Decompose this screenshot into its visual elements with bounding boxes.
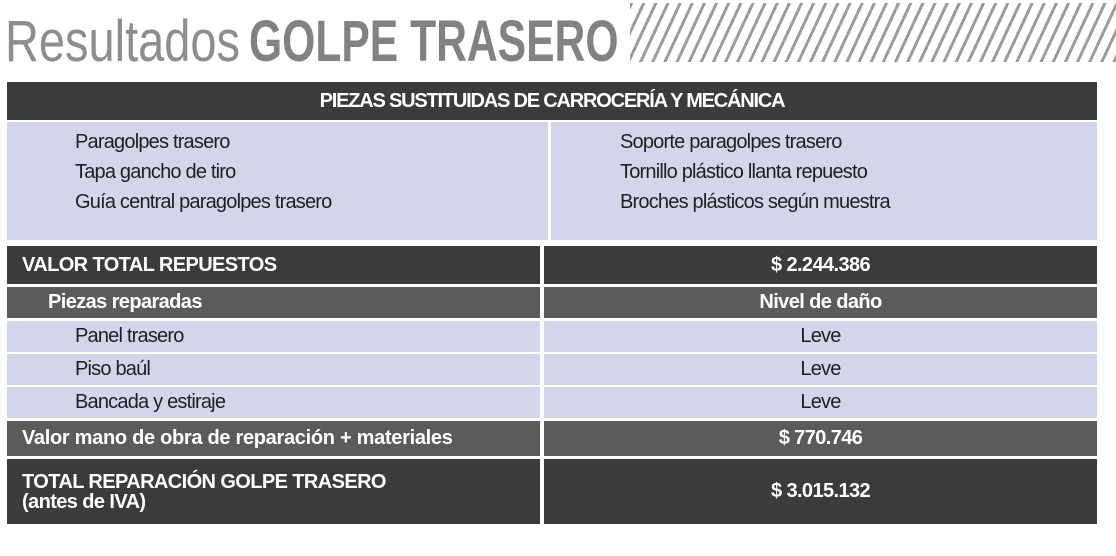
repaired-parts-header-row — [7, 287, 1097, 318]
replaced-parts-list-row — [7, 122, 1097, 240]
repaired-parts-col-level-label: Nivel de daño — [759, 291, 882, 313]
grand-total-note: (antes de IVA) — [22, 490, 146, 513]
damage-level: Leve — [800, 391, 841, 413]
parts-total-value-cell — [544, 246, 1097, 284]
list-item: Paragolpes trasero — [75, 131, 230, 153]
labor-row — [7, 421, 1097, 456]
list-item: Soporte paragolpes trasero — [620, 131, 842, 153]
list-item: Tapa gancho de tiro — [75, 161, 236, 183]
parts-total-value: $ 2.244.386 — [770, 253, 871, 276]
title-bold: GOLPE TRASERO — [249, 9, 619, 74]
labor-value: $ 770.746 — [778, 427, 863, 449]
repaired-parts-col-part-label: Piezas reparadas — [48, 291, 202, 313]
table-row — [7, 354, 1097, 385]
decorative-hatch — [630, 3, 1116, 62]
grand-total-row — [7, 459, 1097, 524]
grand-total-value: $ 3.015.132 — [770, 480, 871, 502]
labor-label: Valor mano de obra de reparación + materiales — [22, 427, 453, 449]
repaired-part-cell — [7, 321, 540, 352]
parts-total-row — [7, 246, 1097, 284]
grand-total-value-cell — [544, 459, 1097, 524]
replaced-parts-left-column — [7, 122, 548, 240]
grand-total-label-cell — [7, 459, 540, 524]
repaired-part-cell — [7, 387, 540, 418]
damage-level: Leve — [800, 325, 841, 347]
damage-level-cell — [544, 354, 1097, 385]
damage-level-cell — [544, 387, 1097, 418]
results-table — [7, 82, 1097, 524]
table-row — [7, 321, 1097, 352]
parts-total-label: VALOR TOTAL REPUESTOS — [22, 253, 277, 276]
replaced-parts-right-column — [551, 122, 1097, 240]
grand-total-label: TOTAL REPARACIÓN GOLPE TRASERO — [22, 470, 386, 493]
damage-level-cell — [544, 321, 1097, 352]
replaced-parts-header — [7, 82, 1097, 120]
replaced-parts-header-label: PIEZAS SUSTITUIDAS DE CARROCERÍA Y MECÁNICA — [319, 89, 785, 112]
labor-value-cell — [544, 421, 1097, 456]
title-light: Resultados — [5, 9, 241, 74]
labor-label-cell — [7, 421, 540, 456]
repaired-part-name: Panel trasero — [75, 325, 184, 347]
repaired-part-name: Piso baúl — [75, 358, 151, 380]
repaired-parts-col-level — [544, 287, 1097, 318]
table-row — [7, 387, 1097, 418]
list-item: Tornillo plástico llanta repuesto — [620, 161, 868, 183]
repaired-parts-col-part — [7, 287, 540, 318]
parts-total-label-cell — [7, 246, 540, 284]
list-item: Broches plásticos según muestra — [620, 191, 890, 213]
replaced-parts-header-row — [7, 82, 1097, 120]
repaired-part-cell — [7, 354, 540, 385]
repaired-part-name: Bancada y estiraje — [75, 391, 226, 413]
damage-level: Leve — [800, 358, 841, 380]
list-item: Guía central paragolpes trasero — [75, 191, 332, 213]
